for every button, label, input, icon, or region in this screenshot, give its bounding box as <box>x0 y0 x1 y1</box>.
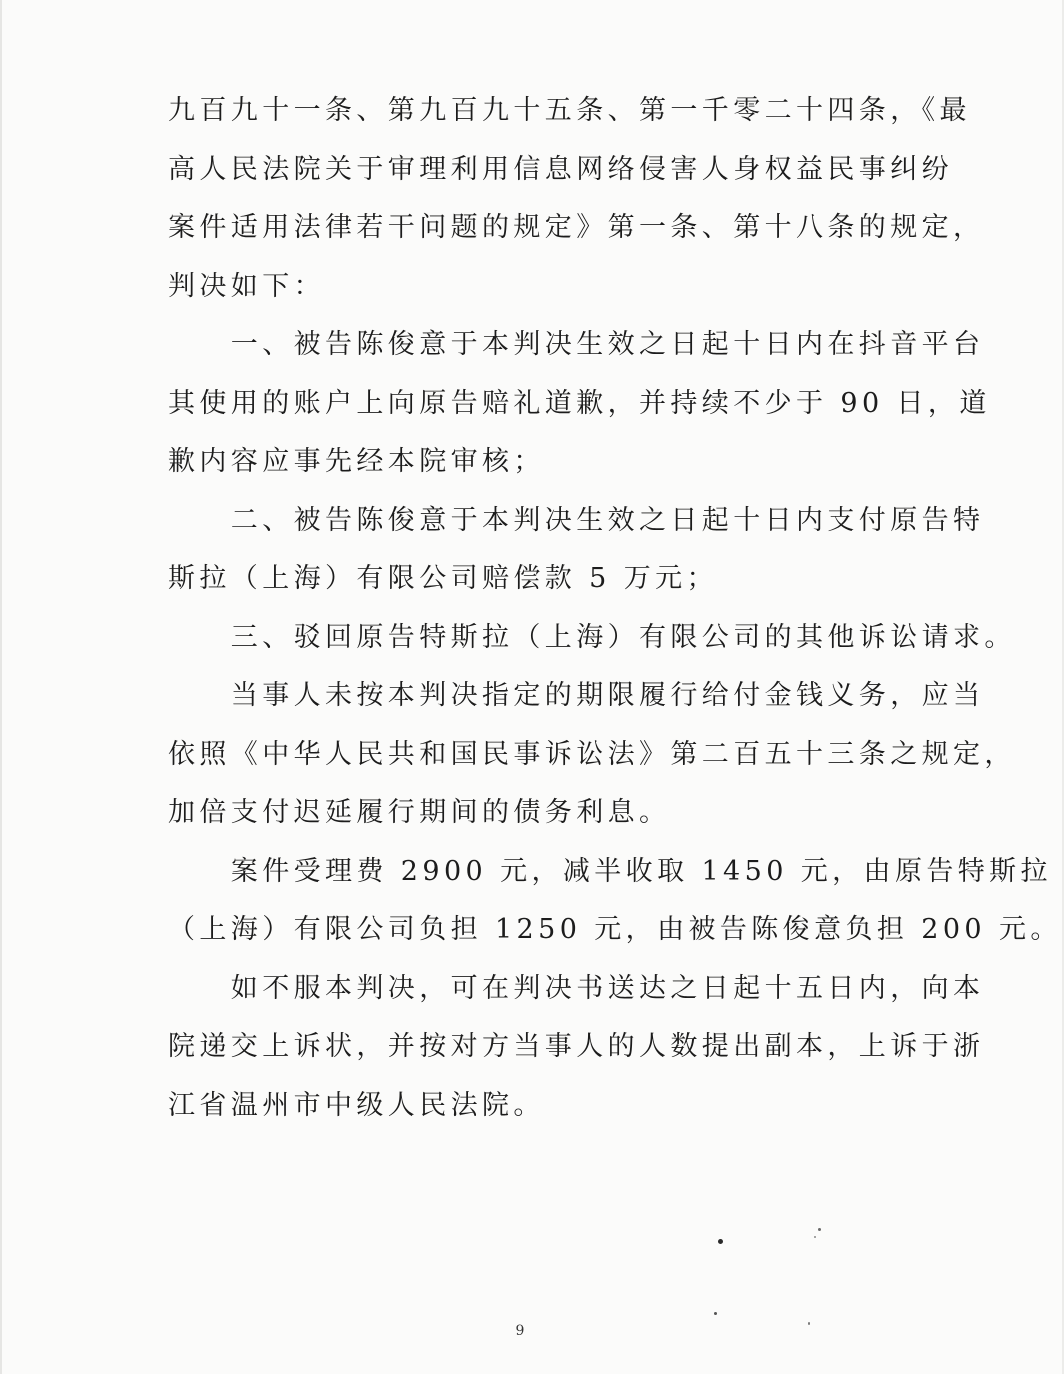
text-line: 江省温州市中级人民法院。 <box>168 1089 545 1121</box>
text-line: 九百九十一条、第九百九十五条、第一千零二十四条，《最 <box>168 95 971 126</box>
page-number: 9 <box>515 1323 525 1339</box>
text-line: 二、被告陈俊意于本判决生效之日起十日内支付原告特 <box>168 504 985 536</box>
scan-speck <box>814 1236 816 1238</box>
text-line: 高人民法院关于审理利用信息网络侵害人身权益民事纠纷 <box>168 153 953 185</box>
scan-speck <box>808 1322 810 1325</box>
text-line: 加倍支付迟延履行期间的债务利息。 <box>168 797 671 828</box>
text-line: 当事人未按本判决指定的期限履行给付金钱义务，应当 <box>168 680 985 711</box>
text-line: 三、驳回原告特斯拉（上海）有限公司的其他诉讼请求。 <box>168 621 1016 653</box>
text-line: 案件受理费 2900 元，减半收取 1450 元，由原告特斯拉 <box>168 855 1052 887</box>
text-line: 院递交上诉状，并按对方当事人的人数提出副本，上诉于浙 <box>168 1031 985 1062</box>
text-line: 依照《中华人民共和国民事诉讼法》第二百五十三条之规定， <box>168 738 1016 770</box>
text-line: 一、被告陈俊意于本判决生效之日起十日内在抖音平台 <box>168 329 985 360</box>
scan-speck <box>818 1228 821 1231</box>
scan-speck <box>718 1239 723 1244</box>
scan-speck <box>714 1312 717 1315</box>
text-line: 判决如下： <box>168 270 325 302</box>
judgment-text <box>168 82 1062 1135</box>
text-line: 其使用的账户上向原告赔礼道歉，并持续不少于 90 日，道 <box>168 387 991 419</box>
text-line: 歉内容应事先经本院审核； <box>168 446 545 477</box>
text-line: 如不服本判决，可在判决书送达之日起十五日内，向本 <box>168 972 985 1004</box>
text-line: 斯拉（上海）有限公司赔偿款 5 万元； <box>168 563 718 594</box>
text-line: 案件适用法律若干问题的规定》第一条、第十八条的规定， <box>168 212 985 243</box>
text-line: （上海）有限公司负担 1250 元，由被告陈俊意负担 200 元。 <box>168 914 1062 945</box>
